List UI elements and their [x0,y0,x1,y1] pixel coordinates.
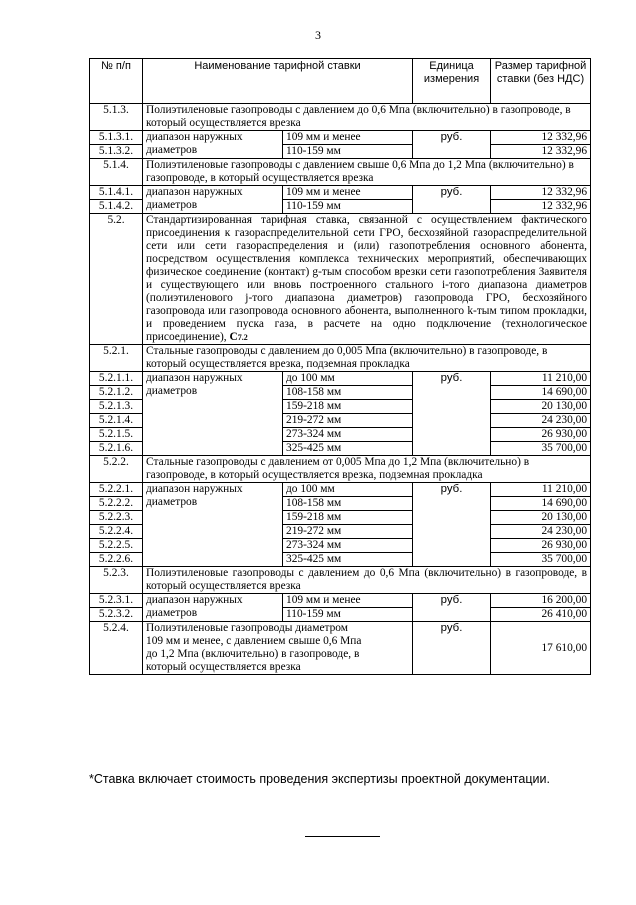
range-value: 159-218 мм [283,400,413,414]
range-label: диапазон наружных диаметров [143,372,283,456]
tariff-value: 12 332,96 [491,186,591,200]
range-value: 273-324 мм [283,428,413,442]
section-title: Стальные газопроводы с давлением от 0,005 Мпа до 1,2 Мпа (включительно) в газопроводе, в который осуществляется врезка, подземная прокладка [143,456,591,483]
tariff-table [89,58,591,675]
table-row [90,372,591,386]
description-text: Стандартизированная тарифная ставка, связанной с осуществлением фактического присоединения к газораспределительной сети ГРО, бесхозяйной газораспределительной сети или сети газораспределения и (или) газопотребления основного абонента, посредством осуществления комплекса технических мероприятий, обеспечивающих физическое соединение (контакт) g-тым способом врезки сети газопотребления Заявителя и существующего или вновь построенного стального i-того диапазона диаметров (полиэтиленового j-того диапазона диаметров) газопровода ГРО, бесхозяйного газопровода или газопровода основного абонента, выполненного k-тым типом прокладки, и проведением пуска газа, в расчете на одно подключение (технологическое присоединение), [146,214,588,343]
table-header-row [90,59,591,104]
section-num: 5.2.3. [90,567,143,594]
section-title: Полиэтиленовые газопроводы с давлением до 0,6 Мпа (включительно) в газопроводе, в который осуществляется врезка [143,567,591,594]
header-name: Наименование тарифной ставки [143,59,413,104]
section-row [90,159,591,186]
page-number: 3 [315,28,321,42]
range-label: диапазон наружных диаметров [143,131,283,159]
section-title: Полиэтиленовые газопроводы диаметром 109 мм и менее, с давлением свыше 0,6 Мпа до 1,2 Мпа (включительно) в газопроводе, в который осуществляется врезка [143,622,413,675]
tariff-value: 11 210,00 [491,372,591,386]
footnote: *Ставка включает стоимость проведения экспертизы проектной документации. [89,772,550,786]
range-value: 325-425 мм [283,442,413,456]
row-num: 5.2.1.3. [90,400,143,414]
row-num: 5.2.1.2. [90,386,143,400]
tariff-value: 17 610,00 [491,622,591,675]
tariff-value: 20 130,00 [491,400,591,414]
tariff-value: 24 230,00 [491,414,591,428]
row-num: 5.2.2.4. [90,525,143,539]
range-value: 110-159 мм [283,608,413,622]
tariff-value: 12 332,96 [491,131,591,145]
unit-cell: руб. [413,131,491,159]
tariff-value: 12 332,96 [491,200,591,214]
tariff-value: 20 130,00 [491,511,591,525]
row-num: 5.2.1.1. [90,372,143,386]
tariff-value: 26 930,00 [491,539,591,553]
row-num: 5.1.4.2. [90,200,143,214]
header-num: № п/п [90,59,143,104]
section-title: Стальные газопроводы с давлением до 0,005 Мпа (включительно) в газопроводе, в который осуществляется врезка, подземная прокладка [143,345,591,372]
tariff-value: 35 700,00 [491,442,591,456]
tariff-symbol: C7.2 [229,331,248,343]
row-num: 5.1.3.1. [90,131,143,145]
unit-cell: руб. [413,622,491,675]
section-num: 5.2.2. [90,456,143,483]
section-row [90,214,591,345]
row-num: 5.2.2.1. [90,483,143,497]
header-unit: Единица измерения [413,59,491,104]
tariff-value: 16 200,00 [491,594,591,608]
range-label: диапазон наружных диаметров [143,186,283,214]
range-value: 159-218 мм [283,511,413,525]
tariff-value: 12 332,96 [491,145,591,159]
header-size: Размер тарифной ставки (без НДС) [491,59,591,104]
range-value: 109 мм и менее [283,131,413,145]
range-value: 110-159 мм [283,145,413,159]
unit-cell: руб. [413,186,491,214]
table-row [90,186,591,200]
section-row [90,345,591,372]
section-description [143,214,591,345]
tariff-value: 14 690,00 [491,497,591,511]
unit-cell: руб. [413,594,491,622]
table-row [90,594,591,608]
range-label: диапазон наружных диаметров [143,483,283,567]
tariff-value: 14 690,00 [491,386,591,400]
section-title: Полиэтиленовые газопроводы с давлением до 0,6 Мпа (включительно) в газопроводе, в который осуществляется врезка [143,104,591,131]
range-value: 273-324 мм [283,539,413,553]
table-row [90,131,591,145]
section-row [90,456,591,483]
tariff-value: 35 700,00 [491,553,591,567]
row-num: 5.2.2.2. [90,497,143,511]
range-value: 219-272 мм [283,414,413,428]
table-row [90,483,591,497]
row-num: 5.2.1.4. [90,414,143,428]
range-label: диапазон наружных диаметров [143,594,283,622]
section-row [90,567,591,594]
range-value: до 100 мм [283,372,413,386]
range-value: до 100 мм [283,483,413,497]
range-value: 109 мм и менее [283,594,413,608]
section-num: 5.1.4. [90,159,143,186]
range-value: 219-272 мм [283,525,413,539]
tariff-value: 26 930,00 [491,428,591,442]
range-value: 108-158 мм [283,386,413,400]
section-num: 5.1.3. [90,104,143,131]
row-num: 5.2.3.1. [90,594,143,608]
range-value: 108-158 мм [283,497,413,511]
unit-cell: руб. [413,483,491,567]
row-num: 5.2.1.6. [90,442,143,456]
divider [305,836,380,837]
range-value: 110-159 мм [283,200,413,214]
row-num: 5.1.4.1. [90,186,143,200]
unit-cell: руб. [413,372,491,456]
tariff-value: 24 230,00 [491,525,591,539]
row-num: 5.2.2.5. [90,539,143,553]
section-title: Полиэтиленовые газопроводы с давлением свыше 0,6 Мпа до 1,2 Мпа (включительно) в газопроводе, в который осуществляется врезка [143,159,591,186]
section-num: 5.2.1. [90,345,143,372]
row-num: 5.1.3.2. [90,145,143,159]
row-num: 5.2.3.2. [90,608,143,622]
section-num: 5.2. [90,214,143,345]
row-num: 5.2.2.3. [90,511,143,525]
tariff-value: 26 410,00 [491,608,591,622]
range-value: 325-425 мм [283,553,413,567]
section-num: 5.2.4. [90,622,143,675]
section-row [90,104,591,131]
row-num: 5.2.2.6. [90,553,143,567]
row-num: 5.2.1.5. [90,428,143,442]
tariff-value: 11 210,00 [491,483,591,497]
range-value: 109 мм и менее [283,186,413,200]
table-row [90,622,591,675]
